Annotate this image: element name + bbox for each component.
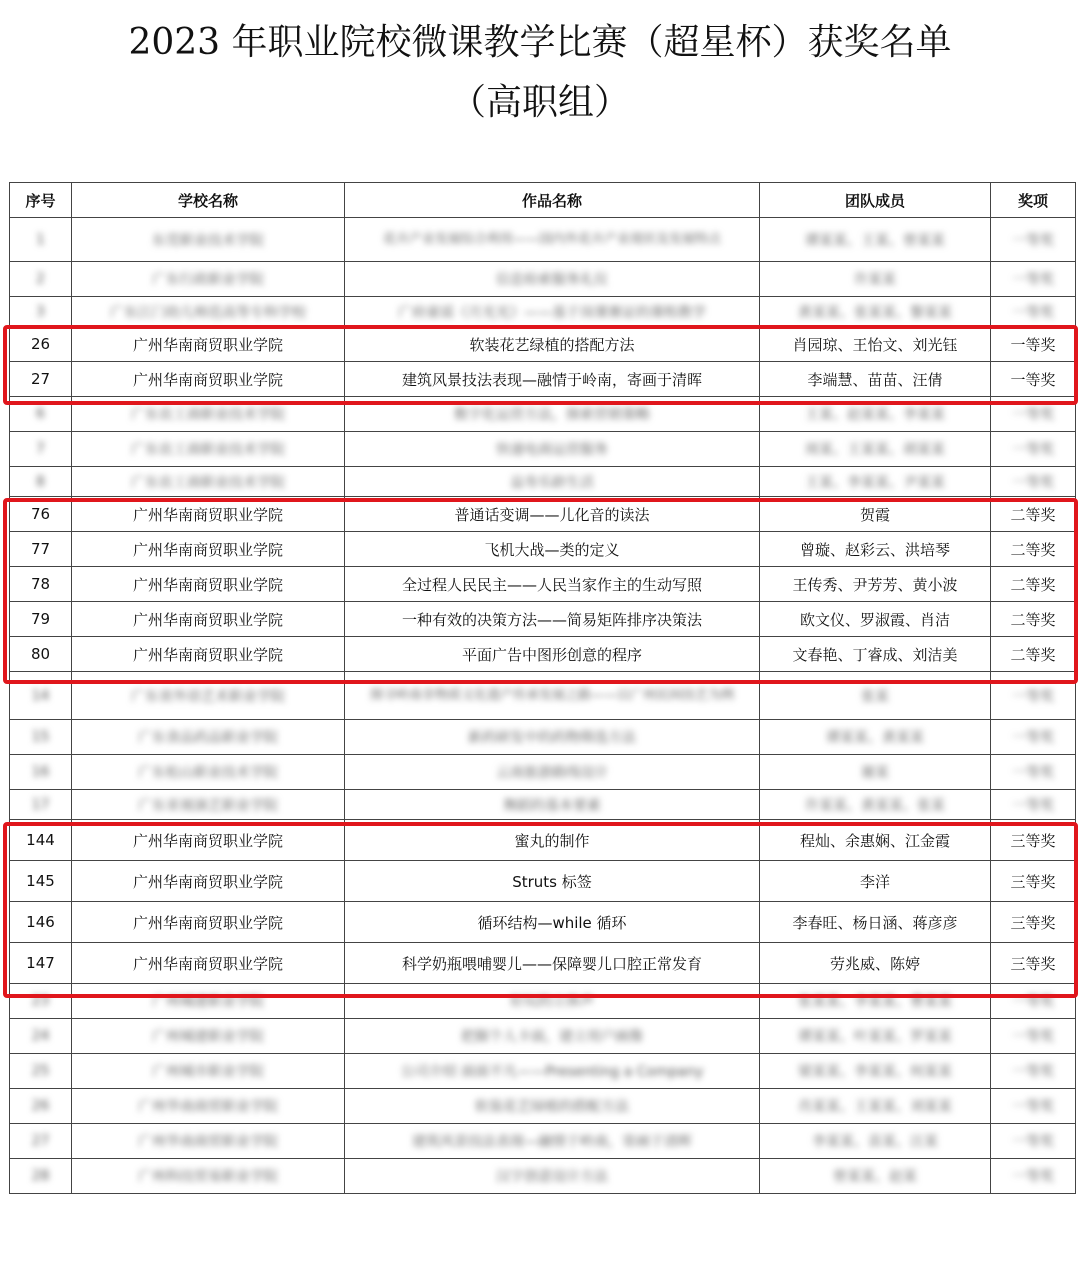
cell-school: 广州华南商贸职业学院	[72, 861, 345, 902]
highlight-box-third-prize	[3, 822, 1078, 998]
cell-award: 一等奖	[991, 262, 1076, 297]
cell-work: 公司介绍 面面不凡——Presenting a Company	[345, 1054, 760, 1089]
cell-work: 建筑风景技法表现—融情于岭南，寄画于清晖	[345, 1124, 760, 1159]
cell-no: 17	[10, 790, 72, 820]
cell-no: 145	[10, 861, 72, 902]
cell-no: 27	[10, 362, 72, 397]
cell-award: 二等奖	[991, 567, 1076, 602]
cell-award: 一等奖	[991, 790, 1076, 820]
cell-school: 广州城建职业学院	[72, 984, 345, 1019]
cell-award: 一等奖	[991, 672, 1076, 720]
cell-team: 谭某某、王某、曾某某	[760, 218, 991, 262]
cell-no: 79	[10, 602, 72, 637]
cell-school: 广州城市职业学院	[72, 1054, 345, 1089]
cell-school: 广东农工商职业技术学院	[72, 467, 345, 497]
cell-award: 二等奖	[991, 532, 1076, 567]
cell-team: 欧文仪、罗淑霞、肖洁	[760, 602, 991, 637]
cell-team: 谭某某、叶某某、罗某某	[760, 1019, 991, 1054]
cell-work: 舞蹈的基本要素	[345, 790, 760, 820]
cell-work: 蜜丸的制作	[345, 820, 760, 861]
cell-work: 花卉产业发展综合利用——国内外花卉产业现状及发展特点	[345, 218, 760, 262]
cell-school: 广州华南商贸职业学院	[72, 602, 345, 637]
cell-team: 曾某某、赵某	[760, 1159, 991, 1194]
table-row	[10, 1019, 1076, 1054]
cell-school: 广东行政职业学院	[72, 262, 345, 297]
cell-team: 谢某	[760, 755, 991, 790]
cell-team: 李春旺、杨日涵、蒋彦彦	[760, 902, 991, 943]
highlight-box-second-prize	[3, 498, 1078, 684]
cell-award: 一等奖	[991, 362, 1076, 397]
cell-team: 肖园琼、王怡文、刘光钰	[760, 327, 991, 362]
cell-team: 李端慧、苗苗、汪倩	[760, 362, 991, 397]
cell-award: 一等奖	[991, 1089, 1076, 1124]
table-row	[10, 1054, 1076, 1089]
cell-team: 张某某、李某某、曹某某	[760, 984, 991, 1019]
cell-school: 广州华南商贸职业学院	[72, 497, 345, 532]
cell-school: 广州华南商贸职业学院	[72, 1124, 345, 1159]
cell-school: 广州科技贸易职业学院	[72, 1159, 345, 1194]
table-row	[10, 1089, 1076, 1124]
cell-no: 76	[10, 497, 72, 532]
table-row	[10, 755, 1076, 790]
cell-no: 6	[10, 397, 72, 432]
cell-work: 益寿乐龄生活	[345, 467, 760, 497]
cell-team: 王传秀、尹芳芳、黄小波	[760, 567, 991, 602]
cell-school: 广东亚视演艺职业学院	[72, 790, 345, 820]
cell-award: 一等奖	[991, 397, 1076, 432]
cell-work: 新药研发中的药物筛选方法	[345, 720, 760, 755]
cell-team: 许某某	[760, 262, 991, 297]
table-row	[10, 262, 1076, 297]
cell-no: 147	[10, 943, 72, 984]
cell-no: 77	[10, 532, 72, 567]
cell-school: 广州华南商贸职业学院	[72, 820, 345, 861]
cell-award: 二等奖	[991, 637, 1076, 672]
cell-award: 一等奖	[991, 984, 1076, 1019]
cell-work: 汉字创意设计方法	[345, 1159, 760, 1194]
cell-award: 三等奖	[991, 861, 1076, 902]
cell-team: 文春艳、丁睿成、刘洁美	[760, 637, 991, 672]
cell-work: 循环结构—while 循环	[345, 902, 760, 943]
cell-team: 劳兆威、陈婷	[760, 943, 991, 984]
cell-school: 广州华南商贸职业学院	[72, 567, 345, 602]
cell-award: 一等奖	[991, 297, 1076, 327]
cell-no: 24	[10, 1019, 72, 1054]
cell-school: 广州城建职业学院	[72, 1019, 345, 1054]
table-row	[10, 297, 1076, 327]
cell-school: 广州华南商贸职业学院	[72, 943, 345, 984]
document-subtitle: （高职组）	[449, 82, 630, 123]
cell-team: 王某、赵某某、李某某	[760, 397, 991, 432]
cell-award: 三等奖	[991, 943, 1076, 984]
cell-no: 1	[10, 218, 72, 262]
cell-work: 软装花艺绿植的搭配方法	[345, 1089, 760, 1124]
cell-work: 探寻岭南非物质文化遗产传承发展之路——以广州民间技艺为例	[345, 672, 760, 720]
cell-work: 广府童谣《月光光》——基于岗课赛证的课程教学	[345, 297, 760, 327]
cell-school: 广东食品药品职业学院	[72, 720, 345, 755]
cell-work: 全过程人民民主——人民当家作主的生动写照	[345, 567, 760, 602]
cell-work: 平面广告中图形创意的程序	[345, 637, 760, 672]
cell-award: 一等奖	[991, 1054, 1076, 1089]
cell-no: 144	[10, 820, 72, 861]
cell-no: 26	[10, 327, 72, 362]
col-header-team: 团队成员	[760, 183, 991, 218]
cell-team: 许某某、黄某某、张某	[760, 790, 991, 820]
table-row	[10, 720, 1076, 755]
cell-no: 3	[10, 297, 72, 327]
cell-work: 信息检索服务礼仪	[345, 262, 760, 297]
cell-no: 8	[10, 467, 72, 497]
table-row	[10, 432, 1076, 467]
table-row	[10, 1159, 1076, 1194]
cell-award: 一等奖	[991, 218, 1076, 262]
cell-work: 数字化运营方法，探索营销策略	[345, 397, 760, 432]
col-header-award: 奖项	[991, 183, 1076, 218]
table-row	[10, 790, 1076, 820]
cell-no: 2	[10, 262, 72, 297]
cell-school: 广州华南商贸职业学院	[72, 1089, 345, 1124]
cell-school: 广东农工商职业技术学院	[72, 432, 345, 467]
cell-no: 146	[10, 902, 72, 943]
cell-team: 肖某某、王某某、刘某某	[760, 1089, 991, 1124]
cell-school: 广东省外语艺术职业学院	[72, 672, 345, 720]
document-title: 2023 年职业院校微课教学比赛（超星杯）获奖名单	[128, 22, 952, 63]
table-header-row	[10, 183, 1076, 218]
cell-award: 一等奖	[991, 1124, 1076, 1159]
cell-school: 广东农工商职业技术学院	[72, 397, 345, 432]
cell-work: 科学奶瓶喂哺婴儿——保障婴儿口腔正常发育	[345, 943, 760, 984]
cell-award: 一等奖	[991, 720, 1076, 755]
cell-no: 7	[10, 432, 72, 467]
cell-work: 云南旅游路线设计	[345, 755, 760, 790]
cell-work: 快递电商运营服务	[345, 432, 760, 467]
table-row	[10, 218, 1076, 262]
cell-award: 一等奖	[991, 1159, 1076, 1194]
cell-school: 广州华南商贸职业学院	[72, 637, 345, 672]
cell-team: 张某	[760, 672, 991, 720]
cell-work: 好玩的立体声	[345, 984, 760, 1019]
cell-no: 25	[10, 1054, 72, 1089]
cell-team: 黄某某、张某某、黎某某	[760, 297, 991, 327]
cell-team: 曾璇、赵彩云、洪培琴	[760, 532, 991, 567]
cell-work: 建筑风景技法表现—融情于岭南，寄画于清晖	[345, 362, 760, 397]
cell-school: 东莞职业技术学院	[72, 218, 345, 262]
cell-award: 一等奖	[991, 1019, 1076, 1054]
cell-no: 28	[10, 1159, 72, 1194]
cell-school: 广东松山职业技术学院	[72, 755, 345, 790]
table-row	[10, 467, 1076, 497]
table-row	[10, 1124, 1076, 1159]
cell-award: 三等奖	[991, 820, 1076, 861]
cell-team: 王某、李某某、尹某某	[760, 467, 991, 497]
col-header-school: 学校名称	[72, 183, 345, 218]
cell-school: 广东江门幼儿师范高等专科学校	[72, 297, 345, 327]
highlight-box-first-prize	[3, 325, 1078, 405]
cell-award: 一等奖	[991, 432, 1076, 467]
cell-school: 广州华南商贸职业学院	[72, 362, 345, 397]
cell-work: 软装花艺绿植的搭配方法	[345, 327, 760, 362]
cell-school: 广州华南商贸职业学院	[72, 327, 345, 362]
cell-no: 16	[10, 755, 72, 790]
cell-team: 李某某、苗某、汪某	[760, 1124, 991, 1159]
cell-work: 普通话变调——儿化音的读法	[345, 497, 760, 532]
col-header-work: 作品名称	[345, 183, 760, 218]
cell-work: 把握个人卡面，建立用户画像	[345, 1019, 760, 1054]
cell-award: 三等奖	[991, 902, 1076, 943]
cell-award: 一等奖	[991, 467, 1076, 497]
cell-team: 李洋	[760, 861, 991, 902]
cell-school: 广州华南商贸职业学院	[72, 532, 345, 567]
cell-award: 一等奖	[991, 327, 1076, 362]
cell-no: 15	[10, 720, 72, 755]
cell-work: 一种有效的决策方法——简易矩阵排序决策法	[345, 602, 760, 637]
cell-award: 二等奖	[991, 602, 1076, 637]
cell-team: 谭某某、黄某某	[760, 720, 991, 755]
cell-award: 二等奖	[991, 497, 1076, 532]
cell-award: 一等奖	[991, 755, 1076, 790]
cell-school: 广州华南商贸职业学院	[72, 902, 345, 943]
cell-no: 23	[10, 984, 72, 1019]
cell-no: 78	[10, 567, 72, 602]
cell-no: 14	[10, 672, 72, 720]
cell-team: 梁某某、李某某、何某某	[760, 1054, 991, 1089]
cell-no: 27	[10, 1124, 72, 1159]
cell-no: 80	[10, 637, 72, 672]
cell-no: 26	[10, 1089, 72, 1124]
cell-team: 贺霞	[760, 497, 991, 532]
cell-team: 周某、王某某、胡某某	[760, 432, 991, 467]
cell-work: Struts 标签	[345, 861, 760, 902]
col-header-no: 序号	[10, 183, 72, 218]
cell-team: 程灿、余惠娴、江金霞	[760, 820, 991, 861]
cell-work: 飞机大战—类的定义	[345, 532, 760, 567]
